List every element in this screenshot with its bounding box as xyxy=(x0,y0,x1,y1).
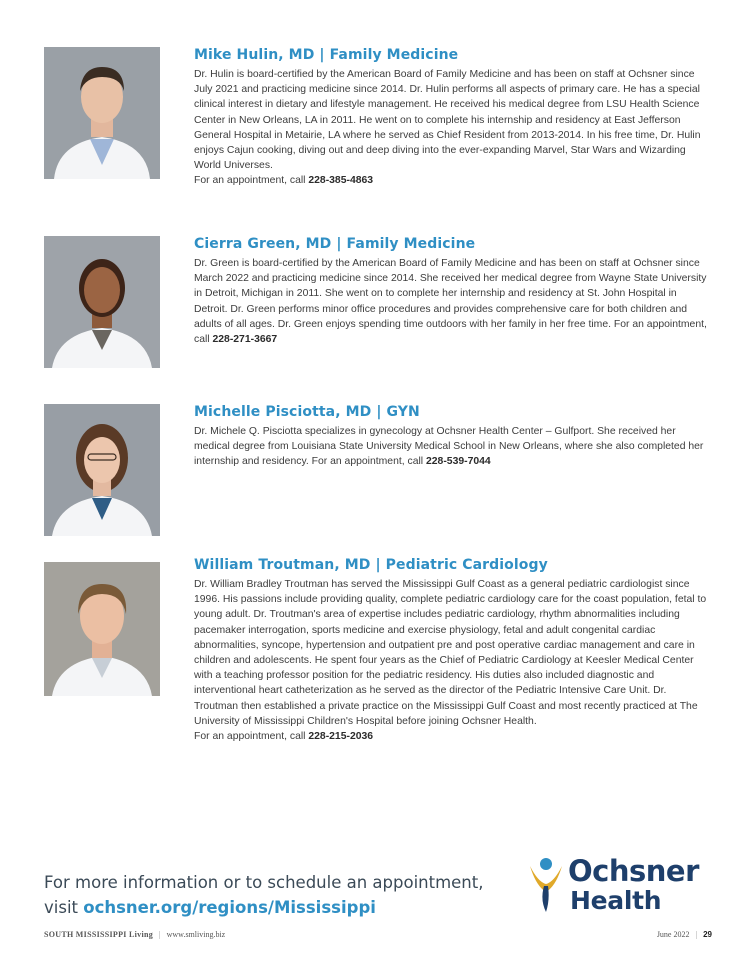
issue-date: June 2022 xyxy=(656,930,690,939)
doctor-photo xyxy=(44,236,160,368)
doctor-name: William Troutman, MD | Pediatric Cardiology xyxy=(194,557,548,573)
logo-text-ochsner: Ochsner xyxy=(568,854,699,888)
doctor-bio-text xyxy=(194,256,712,347)
appointment-prefix: For an appointment, call xyxy=(194,175,309,187)
phone-number[interactable]: 228-271-3667 xyxy=(212,334,278,346)
cta-text: For more information or to schedule an appointment, visit xyxy=(44,873,484,917)
doctor-name: Cierra Green, MD | Family Medicine xyxy=(194,236,476,252)
doctor-bio xyxy=(194,236,712,347)
portrait-image xyxy=(44,404,160,536)
appointment-prefix: For an appointment, call xyxy=(311,456,426,468)
doctor-name: Mike Hulin, MD | Family Medicine xyxy=(194,47,459,63)
call-to-action xyxy=(44,870,514,920)
bio-body: Dr. Michele Q. Pisciotta specializes in gynecology at Ochsner Health Center – Gulfport. She received her medical degree from Louisiana State University Medical School in New Orleans, where she also completed her internship and residency. xyxy=(194,426,704,468)
doctor-bio-text xyxy=(194,424,712,470)
appointment-prefix: For an appointment, call xyxy=(194,731,309,743)
bio-body: Dr. Hulin is board-certified by the American Board of Family Medicine and has been on staff at Ochsner since July 2021 and practicing medicine since 2014. Dr. Hulin performs all aspects of primary care. He has a special clinical interest in dietary and lifestyle management. He received his medical degree from LSU Health Science Center in New Orleans, LA in 2011. He went on to complete his internship and residency at East Jefferson General Hospital in Metairie, LA where he served as Chief Resident from 2013-2014. In his free time, Dr. Hulin enjoys Cajun cooking, diving out and deep diving into the ever-expanding Marvel, Star Wars and Wizarding World Universes. xyxy=(194,69,701,172)
page-number: 29 xyxy=(703,930,712,939)
footer-left xyxy=(44,930,225,939)
logo-text-health: Health xyxy=(570,886,662,915)
doctor-bio xyxy=(194,47,712,189)
footer-divider: | xyxy=(695,930,698,939)
phone-number[interactable]: 228-215-2036 xyxy=(308,731,374,743)
ochsner-health-logo xyxy=(526,850,726,920)
doctor-name: Michelle Pisciotta, MD | GYN xyxy=(194,404,420,420)
footer-right xyxy=(657,930,712,939)
portrait-image xyxy=(44,47,160,179)
doctor-bio xyxy=(194,557,712,744)
ochsner-figure-icon xyxy=(526,856,566,912)
doctor-bio-text xyxy=(194,577,712,744)
bio-body: Dr. William Bradley Troutman has served the Mississippi Gulf Coast as a general pediatric cardiologist since 1996. His passions include providing quality, complete pediatric cardiology care for the coast population, fetal to young adult. Dr. Troutman's area of expertise includes pediatric cardiology, rhythm abnormalities including pacemaker interrogation, sports medicine and exercise physiology, fetal and adult congenital cardiac abnormalities, syncope, hypertension and outpatient pre and post operative cardiac management and care in children and adolescents. He spent four years as the Chief of Pediatric Cardiology at Keesler Medical Center with a teaching professor position for the pediatric residency. His duties also included diagnostic and interventional heart catheterization as he served as the director of the Pediatric Intensive Care Unit. Dr. Troutman then established a private practice on the Mississippi Gulf Coast and most recently practiced at The University of Mississippi Children's Hospital before joining Ochsner Health. xyxy=(194,579,707,727)
cta-link[interactable]: ochsner.org/regions/Mississippi xyxy=(83,898,376,917)
doctor-bio xyxy=(194,404,712,470)
doctor-bio-text xyxy=(194,67,712,189)
doctor-photo xyxy=(44,562,160,696)
footer-divider: | xyxy=(159,930,161,939)
publication-website[interactable]: www.smliving.biz xyxy=(166,930,226,939)
doctor-photo xyxy=(44,404,160,536)
appointment-prefix: For an appointment, call xyxy=(194,318,707,346)
phone-number[interactable]: 228-539-7044 xyxy=(426,456,491,468)
portrait-image xyxy=(44,562,160,696)
bio-body: Dr. Green is board-certified by the American Board of Family Medicine and has been on staff at Ochsner since March 2022 and practicing medicine since 2014. She received her medical degree from Wayne State University in Detroit, Michigan in 2011. She went on to complete her internship and residency at St. John Hospital in Detroit. Dr. Green performs minor office procedures and provides comprehensive care for both children and adults of all ages. Dr. Green enjoys spending time outdoors with her family in her free time. xyxy=(194,258,707,330)
phone-number[interactable]: 228-385-4863 xyxy=(308,175,374,187)
publication-name: SOUTH MISSISSIPPI Living xyxy=(44,930,154,939)
portrait-image xyxy=(44,236,160,368)
doctor-photo xyxy=(44,47,160,179)
